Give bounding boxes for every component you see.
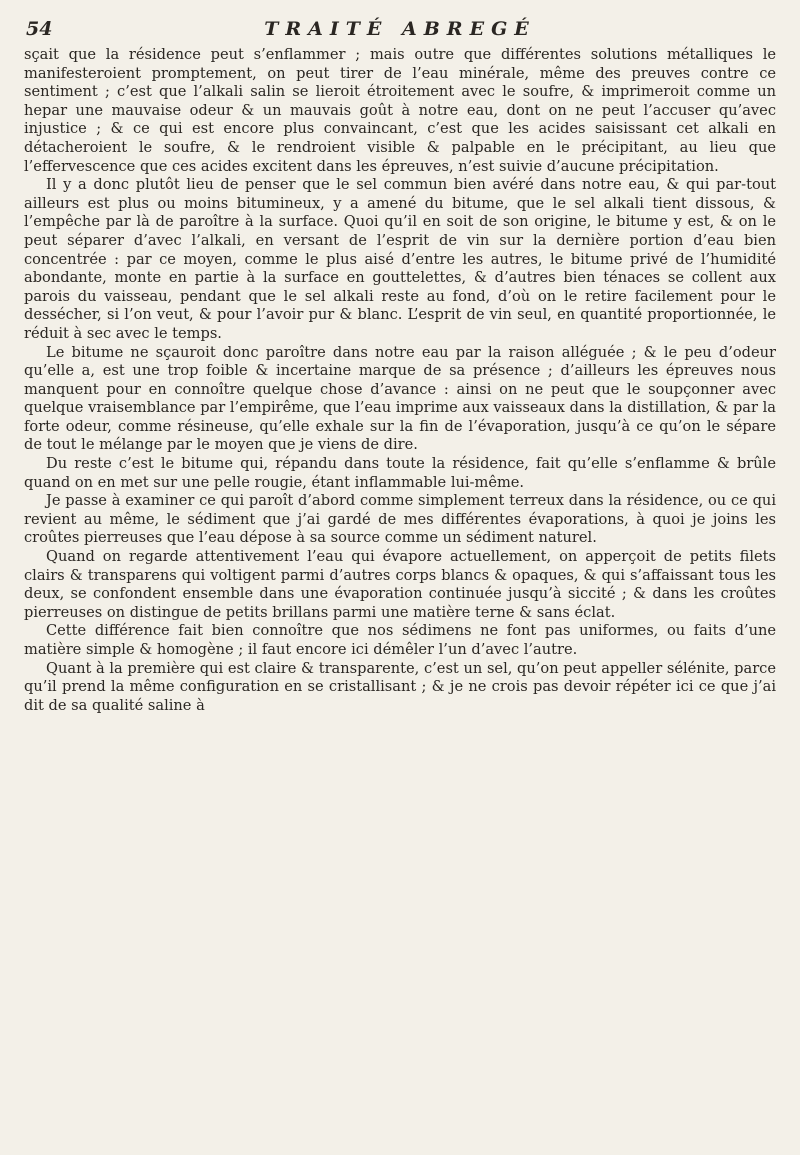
running-head: TRAITÉ ABREGÉ	[264, 18, 536, 40]
body-text	[24, 46, 776, 715]
page-number: 54	[26, 18, 53, 40]
paragraph: Le bitume ne sçauroit donc paroître dans notre eau par la raison alléguée ; & le peu d’odeur qu’elle a, est une trop foible & incertaine marque de sa présence ; d’ailleurs les épreuves nous manquent pour en connoître quelque chose d’avance : ainsi on ne peut que le soupçonner avec quelque vraisemblance par l’empirême, que l’eau imprime aux vaisseaux dans la distillation, & par la forte odeur, comme résineuse, qu’elle exhale sur la fin de l’évaporation, jusqu’à ce qu’on le sépare de tout le mélange par le moyen que je viens de dire.	[24, 343, 776, 454]
paragraph: sçait que la résidence peut s’enflammer ; mais outre que différentes solutions métalliques le manifesteroient promptement, on peut tirer de l’eau minérale, même des preuves contre ce sentiment ; c’est que l’alkali salin se lieroit étroitement avec le soufre, & imprimeroit comme un hepar une mauvaise odeur & un mauvais goût à notre eau, dont on ne peut l’accuser qu’avec injustice ; & ce qui est encore plus convaincant, c’est que les acides saisissant cet alkali en détacheroient le soufre, & le rendroient visible & palpable en le précipitant, au lieu que l’effervescence que ces acides excitent dans les épreuves, n’est suivie d’aucune précipitation.	[24, 46, 776, 175]
paragraph: Cette différence fait bien connoître que nos sédimens ne font pas uniformes, ou faits d’une matière simple & homogène ; il faut encore ici démêler l’un d’avec l’autre.	[24, 622, 776, 658]
paragraph: Quand on regarde attentivement l’eau qui évapore actuellement, on apperçoit de petits filets clairs & transparens qui voltigent parmi d’autres corps blancs & opaques, & qui s’affaissant tous les deux, se confondent ensemble dans une évaporation continuée jusqu’à siccité ; & dans les croûtes pierreuses on distingue de petits brillans parmi une matière terne & sans éclat.	[24, 548, 776, 621]
paragraph: Il y a donc plutôt lieu de penser que le sel commun bien avéré dans notre eau, & qui par-tout ailleurs est plus ou moins bitumineux, y a amené du bitume, que le sel alkali tient dissous, & l’empêche par là de paroître à la surface. Quoi qu’il en soit de son origine, le bitume y est, & on le peut séparer d’avec l’alkali, en versant de l’esprit de vin sur la dernière portion d’eau bien concentrée : par ce moyen, comme le plus aisé d’entre les autres, le bitume privé de l’humidité abondante, monte en partie à la surface en gouttelettes, & d’autres bien ténaces se collent aux parois du vaisseau, pendant que le sel alkali reste au fond, d’où on le retire facilement pour le dessécher, si l’on veut, & pour l’avoir pur & blanc. L’esprit de vin seul, en quantité proportionnée, le réduit à sec avec le temps.	[24, 176, 776, 342]
page-header	[24, 18, 776, 44]
paragraph: Du reste c’est le bitume qui, répandu dans toute la résidence, fait qu’elle s’enflamme & brûle quand on en met sur une pelle rougie, étant inflammable lui-même.	[24, 455, 776, 491]
paragraph: Je passe à examiner ce qui paroît d’abord comme simplement terreux dans la résidence, ou ce qui revient au même, le sédiment que j’ai gardé de mes différentes évaporations, à quoi je joins les croûtes pierreuses que l’eau dépose à sa source comme un sédiment naturel.	[24, 492, 776, 547]
paragraph: Quant à la première qui est claire & transparente, c’est un sel, qu’on peut appeller sélénite, parce qu’il prend la même configuration en se cristallisant ; & je ne crois pas devoir répéter ici ce que j’ai dit de sa qualité saline à	[24, 659, 776, 714]
